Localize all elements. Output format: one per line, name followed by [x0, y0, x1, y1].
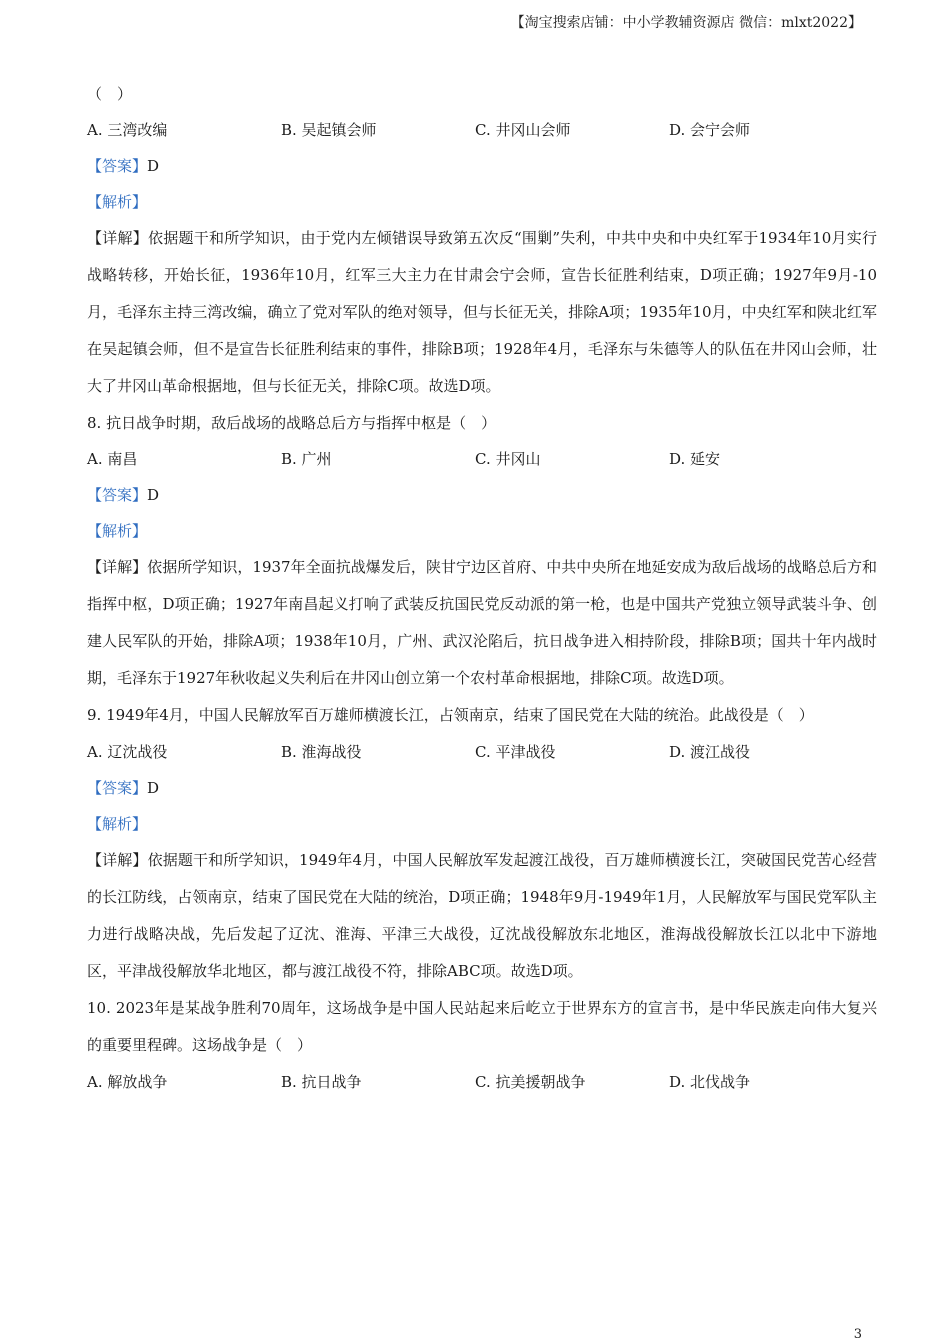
option-b: B. 抗日战争 — [281, 1073, 362, 1091]
option-b: B. 广州 — [281, 450, 332, 468]
option-d: D. 北伐战争 — [669, 1073, 751, 1091]
detail-text: 依据题干和所学知识，1949年4月，中国人民解放军发起渡江战役，百万雄师横渡长江，突破国民党苦心经营的长江防线，占领南京，结束了国民党在大陆的统治，D项正确；1948年9月-1949年1月，人民解放军与国民党军队主力进行战略决战，先后发起了辽沈、淮海、平津三大战役，辽沈战役解放东北地区，淮海战役解放长江以北中下游地区，平津战役解放华北地区，都与渡江战役不符，排除ABC项。故选D项。 — [87, 851, 877, 980]
page-header: 【淘宝搜索店铺：中小学教辅资源店 微信：mlxt2022】 — [510, 15, 862, 31]
detail-paragraph — [87, 842, 877, 990]
option-c: C. 井冈山 — [475, 450, 541, 468]
option-d: D. 渡江战役 — [669, 743, 751, 761]
answer-label: 【答案】 — [87, 486, 148, 504]
option-b: B. 淮海战役 — [281, 743, 362, 761]
option-a: A. 辽沈战役 — [87, 743, 168, 761]
detail-paragraph — [87, 549, 877, 697]
option-a: A. 解放战争 — [87, 1073, 168, 1091]
option-c: C. 抗美援朝战争 — [475, 1073, 586, 1091]
answer-value: D — [147, 486, 160, 504]
question-9-stem: 9. 1949年4月，中国人民解放军百万雄师横渡长江，占领南京，结束了国民党在大陆的统治。此战役是（ ） — [87, 706, 814, 724]
analysis-label: 【解析】 — [87, 522, 148, 540]
detail-paragraph — [87, 220, 877, 405]
detail-text: 依据所学知识，1937年全面抗战爆发后，陕甘宁边区首府、中共中央所在地延安成为敌后战场的战略总后方和指挥中枢，D项正确；1927年南昌起义打响了武装反抗国民党反动派的第一枪，也是中国共产党独立领导武装斗争、创建人民军队的开始，排除A项；1938年10月，广州、武汉沦陷后，抗日战争进入相持阶段，排除B项；国共十年内战时期，毛泽东于1927年秋收起义失利后在井冈山创立第一个农村革命根据地，排除C项。故选D项。 — [87, 558, 877, 687]
analysis-label: 【解析】 — [87, 193, 148, 211]
answer-label: 【答案】 — [87, 157, 148, 175]
option-c: C. 井冈山会师 — [475, 121, 571, 139]
question-7-stem-tail: （ ） — [87, 85, 133, 103]
option-d: D. 延安 — [669, 450, 721, 468]
detail-label: 【详解】 — [87, 229, 148, 247]
analysis-label: 【解析】 — [87, 815, 148, 833]
document-body — [87, 76, 877, 1100]
question-7-options — [87, 112, 877, 148]
answer-value: D — [147, 157, 160, 175]
detail-label: 【详解】 — [87, 851, 148, 869]
option-a: A. 三湾改编 — [87, 121, 168, 139]
option-a: A. 南昌 — [87, 450, 138, 468]
answer-value: D — [147, 779, 160, 797]
question-8-stem: 8. 抗日战争时期，敌后战场的战略总后方与指挥中枢是（ ） — [87, 414, 497, 432]
question-10-stem: 10. 2023年是某战争胜利70周年，这场战争是中国人民站起来后屹立于世界东方的宣言书，是中华民族走向伟大复兴的重要里程碑。这场战争是（ ） — [87, 999, 877, 1054]
answer-line — [87, 770, 877, 806]
option-c: C. 平津战役 — [475, 743, 556, 761]
question-8-options — [87, 441, 877, 477]
answer-label: 【答案】 — [87, 779, 148, 797]
question-9-options — [87, 734, 877, 770]
answer-line — [87, 148, 877, 184]
answer-line — [87, 477, 877, 513]
question-10-options — [87, 1064, 877, 1100]
page-number: 3 — [853, 1327, 862, 1342]
option-b: B. 吴起镇会师 — [281, 121, 377, 139]
option-d: D. 会宁会师 — [669, 121, 751, 139]
detail-text: 依据题干和所学知识，由于党内左倾错误导致第五次反“围剿”失利，中共中央和中央红军于1934年10月实行战略转移，开始长征，1936年10月，红军三大主力在甘肃会宁会师，宣告长征胜利结束，D项正确；1927年9月-10月，毛泽东主持三湾改编，确立了党对军队的绝对领导，但与长征无关，排除A项；1935年10月，中央红军和陕北红军在吴起镇会师，但不是宣告长征胜利结束的事件，排除B项；1928年4月，毛泽东与朱德等人的队伍在井冈山会师，壮大了井冈山革命根据地，但与长征无关，排除C项。故选D项。 — [87, 229, 877, 395]
detail-label: 【详解】 — [87, 558, 148, 576]
